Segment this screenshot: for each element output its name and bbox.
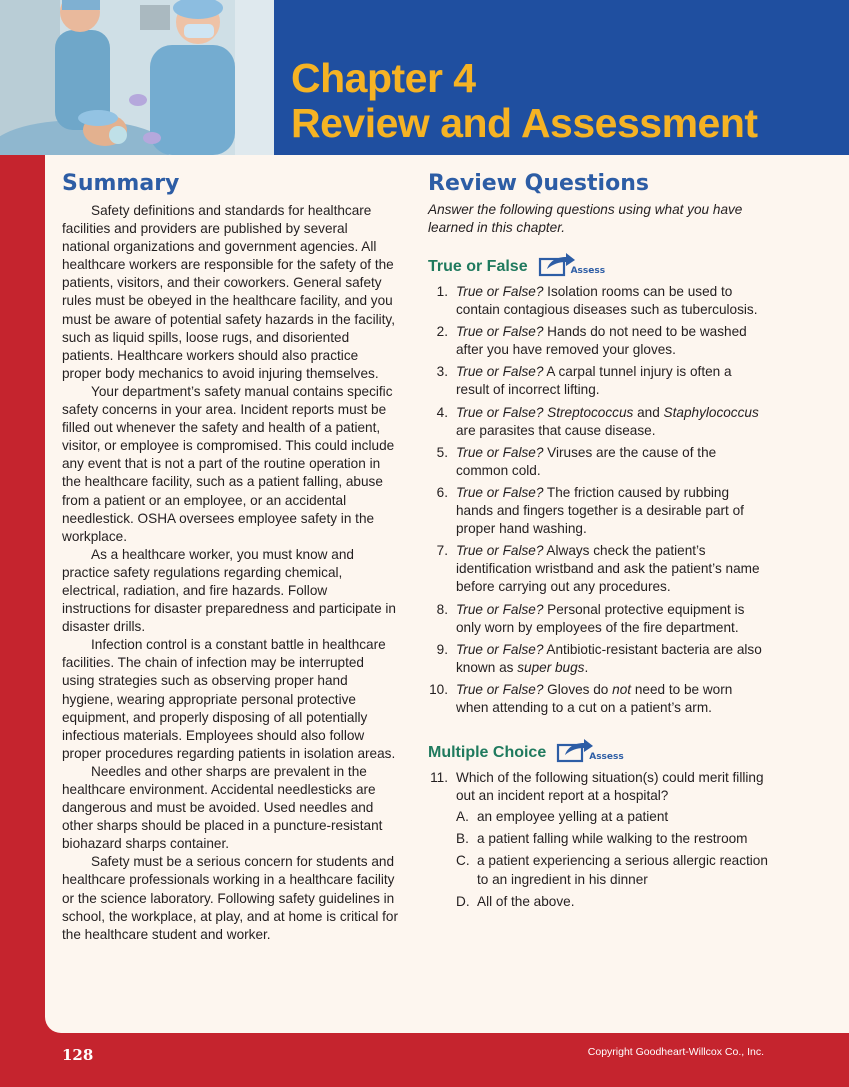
answer-option — [456, 893, 768, 911]
assess-link[interactable] — [556, 737, 628, 763]
summary-paragraph: Infection control is a constant battle in healthcare facilities. The chain of infection may be interrupted using strategies such as observing proper hand hygiene, wearing appropriate personal protective equipment, and properly disposing of all potentially infectious materials. Employees should also follow proper procedures regarding patients in isolation areas. — [62, 637, 396, 761]
review-heading: Review Questions — [428, 171, 649, 196]
option-letter: D. — [456, 893, 470, 909]
question-text: Always check the patient’s identification wristband and ask the patient’s name before carrying out any procedures. — [456, 543, 760, 595]
question-text: and — [633, 404, 664, 420]
tf-prefix: True or False? — [456, 404, 544, 420]
question-number: 2. — [436, 324, 448, 340]
list-item — [428, 444, 768, 480]
answer-options — [456, 808, 768, 910]
tf-prefix: True or False? — [456, 681, 544, 697]
question-text: . — [584, 659, 589, 675]
chapter-banner — [274, 0, 849, 155]
question-italic: not — [612, 681, 632, 697]
assess-label: Assess — [570, 266, 606, 276]
question-number: 11. — [430, 770, 448, 786]
tf-prefix: True or False? — [456, 484, 544, 500]
question-text: Antibiotic-resistant bacteria are also known as — [456, 641, 762, 675]
true-false-heading — [428, 251, 768, 277]
tf-prefix: True or False? — [456, 601, 544, 617]
question-italic: super bugs — [517, 659, 585, 675]
true-false-label: True or False — [428, 258, 528, 275]
option-text: All of the above. — [477, 893, 575, 909]
tf-prefix: True or False? — [456, 641, 544, 657]
question-text: need to be worn when attending to a cut on a patient’s arm. — [456, 681, 733, 715]
option-letter: A. — [456, 809, 469, 825]
list-item — [428, 484, 768, 538]
option-text: a patient experiencing a serious allergic reaction to an ingredient in his dinner — [477, 853, 768, 887]
question-text: A carpal tunnel injury is often a result of incorrect lifting. — [456, 364, 732, 398]
question-number: 3. — [436, 364, 448, 380]
list-item — [428, 601, 768, 637]
question-text: Which of the following situation(s) could merit filling out an incident report at a hospital? — [456, 770, 764, 804]
summary-paragraph: Your department’s safety manual contains specific safety concerns in your area. Incident reports must be filled out whenever the safety and health of a patient, visitor, or employee is compromised. This could include any event that is not a part of the routine operation in the healthcare facility, such as a patient falling, abuse from a patient or an employee, or an accidental needlestick. OSHA oversees employee safety in the workplace. — [62, 383, 395, 544]
question-italic: Streptococcus — [547, 404, 634, 420]
tf-prefix: True or False? — [456, 364, 544, 380]
question-text: Hands do not need to be washed after you have removed your gloves. — [456, 324, 747, 358]
list-item — [428, 681, 768, 717]
review-intro: Answer the following questions using what you have learned in this chapter. — [428, 202, 743, 235]
list-item — [428, 641, 768, 677]
summary-heading: Summary — [62, 171, 180, 196]
answer-option — [456, 830, 768, 848]
summary-paragraph: As a healthcare worker, you must know and practice safety regulations regarding chemical, electrical, radiation, and fire hazards. Follow instructions for disaster preparedness and participate in disaster drills. — [62, 546, 396, 635]
option-text: a patient falling while walking to the restroom — [477, 831, 748, 847]
question-number: 6. — [436, 484, 448, 500]
healthcare-workers-illustration — [0, 0, 274, 155]
question-text: Personal protective equipment is only worn by employees of the fire department. — [456, 601, 745, 635]
answer-option — [456, 808, 768, 826]
summary-paragraph: Needles and other sharps are prevalent in the healthcare environment. Accidental needlesticks are dangerous and must be avoided. Used needles and other sharps should be placed in a puncture-resistant biohazard sharps container. — [62, 763, 383, 852]
question-text: Isolation rooms can be used to contain contagious diseases such as tuberculosis. — [456, 284, 758, 318]
chapter-title — [291, 56, 758, 146]
question-number: 1. — [436, 284, 448, 299]
multiple-choice-label: Multiple Choice — [428, 744, 547, 762]
review-section — [428, 170, 768, 915]
assess-link[interactable] — [538, 251, 610, 277]
question-text: are parasites that cause disease. — [456, 422, 656, 438]
multiple-choice-heading — [428, 737, 768, 763]
list-item — [428, 542, 768, 596]
multiple-choice-list — [428, 769, 768, 911]
tf-prefix: True or False? — [456, 444, 544, 460]
answer-option — [456, 852, 768, 888]
option-letter: B. — [456, 831, 469, 847]
summary-paragraph: Safety must be a serious concern for students and healthcare professionals working in a healthcare facility or the science laboratory. Following safety guidelines in school, the workplace, at play, and at home is critical for the healthcare student and worker. — [62, 854, 398, 942]
question-number: 8. — [436, 601, 448, 617]
chapter-number: Chapter 4 — [291, 55, 476, 101]
list-item — [428, 769, 768, 911]
chapter-subtitle: Review and Assessment — [291, 100, 758, 146]
question-number: 4. — [436, 404, 448, 420]
tf-prefix: True or False? — [456, 324, 544, 340]
tf-prefix: True or False? — [456, 543, 544, 559]
question-text: Gloves do — [543, 681, 613, 697]
copyright-notice: Copyright Goodheart-Willcox Co., Inc. — [587, 1046, 764, 1058]
true-false-list — [428, 283, 768, 717]
list-item — [428, 404, 768, 440]
list-item — [428, 363, 768, 399]
option-text: an employee yelling at a patient — [477, 809, 669, 825]
tf-prefix: True or False? — [456, 284, 544, 299]
summary-section — [62, 170, 398, 944]
option-letter: C. — [456, 853, 470, 869]
assess-label: Assess — [589, 752, 624, 763]
header-photo — [0, 0, 274, 155]
question-number: 7. — [436, 543, 448, 559]
question-italic: Staphylococcus — [663, 404, 759, 420]
question-number: 9. — [436, 641, 448, 657]
question-text: The friction caused by rubbing hands and fingers together is a desirable part of proper hand washing. — [456, 484, 744, 537]
question-number: 10. — [429, 681, 448, 697]
list-item — [428, 283, 768, 319]
page-number: 128 — [62, 1046, 94, 1064]
summary-paragraph: Safety definitions and standards for healthcare facilities and providers are published by several national organizations and government agencies. All healthcare workers are responsible for the safety of the patients, visitors, and their coworkers. General safety rules must be obeyed in the healthcare facility, and you must be aware of potential safety hazards in the facility, such as liquid spills, loose rugs, and disoriented patients. Healthcare workers should also practice proper body mechanics to avoid injuring themselves. — [62, 203, 395, 381]
question-number: 5. — [436, 444, 448, 460]
list-item — [428, 323, 768, 359]
question-text: Viruses are the cause of the common cold. — [456, 444, 717, 478]
